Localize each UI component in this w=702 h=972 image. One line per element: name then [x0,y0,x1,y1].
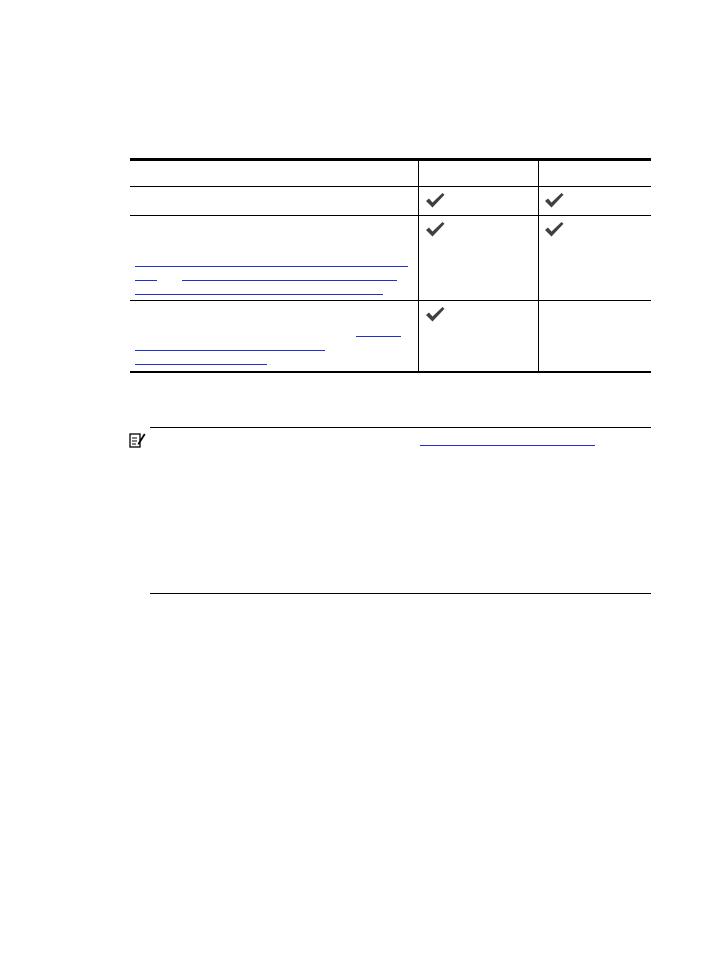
link-underline[interactable] [135,294,383,295]
column-separator [418,161,419,371]
link-underline[interactable] [135,350,325,351]
comparison-table [130,158,651,373]
note-icon [129,432,146,448]
table-top-rule [130,158,651,161]
checkmark-icon [425,306,445,323]
link-underline[interactable] [135,364,267,365]
note-bottom-rule [150,593,651,594]
link-underline[interactable] [135,266,408,267]
table-bottom-rule [130,371,651,373]
checkmark-icon [544,221,564,238]
note-link-underline[interactable] [420,445,595,446]
note-top-rule [150,427,651,428]
checkmark-icon [425,192,445,209]
link-underline[interactable] [356,336,401,337]
row-rule [130,300,651,301]
header-row-rule [130,186,651,187]
row-rule [130,215,651,216]
column-separator [538,161,539,371]
link-underline[interactable] [182,280,397,281]
checkmark-icon [544,192,564,209]
checkmark-icon [425,221,445,238]
link-underline[interactable] [135,280,157,281]
